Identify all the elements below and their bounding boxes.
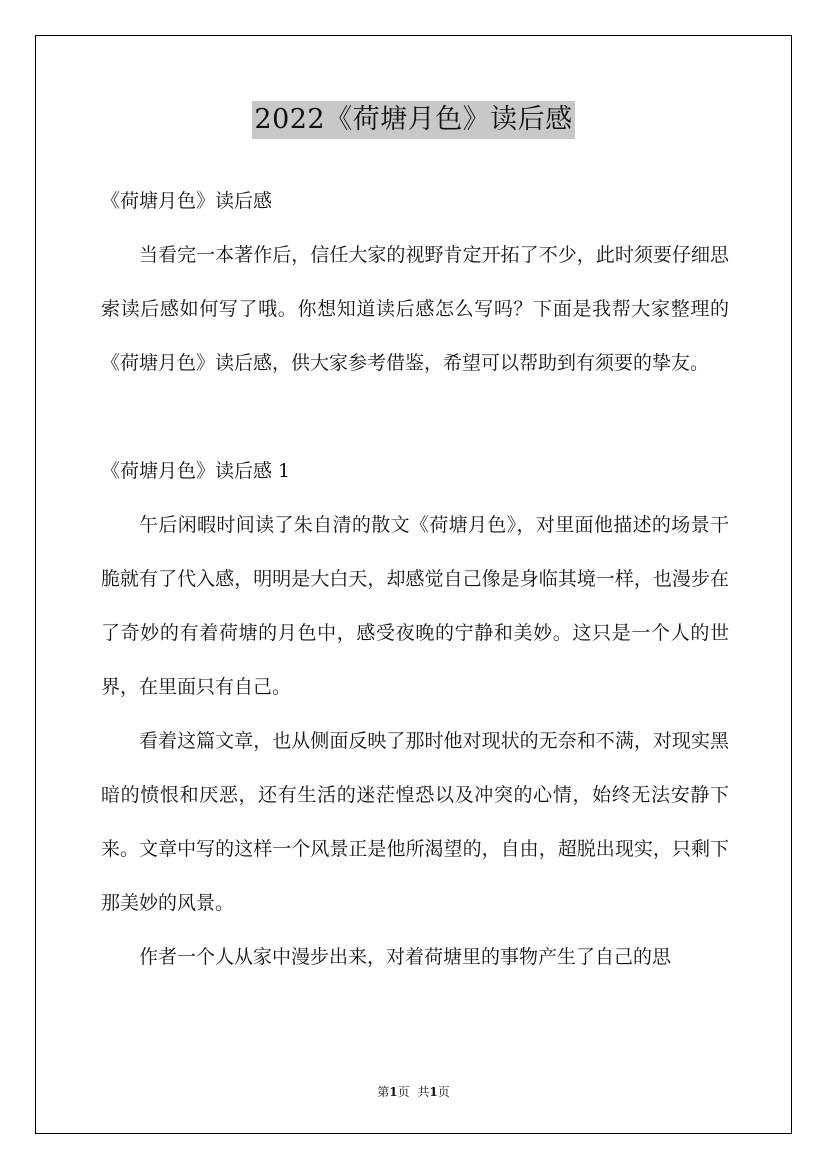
- intro-heading: 《荷塘月色》读后感: [101, 190, 273, 212]
- body-paragraph-1: 午后闲暇时间读了朱自清的散文《荷塘月色》，对里面他描述的场景干脆就有了代入感，明明是大白天，却感觉自己像是身临其境一样，也漫步在了奇妙的有着荷塘的月色中，感受夜晚的宁静和美妙。这只是一个人的世界，在里面只有自己。: [101, 514, 729, 698]
- page-label-prefix: 第: [377, 1085, 390, 1099]
- body-paragraph-3: 作者一个人从家中漫步出来，对着荷塘里的事物产生了自己的思: [139, 946, 672, 968]
- page-label-suffix: 页: [397, 1085, 410, 1099]
- section-spacer: [101, 390, 729, 444]
- total-pages: 1: [429, 1085, 438, 1099]
- page-footer: [0, 1082, 827, 1102]
- body-paragraph-2: 看着这篇文章，也从侧面反映了那时他对现状的无奈和不满，对现实黑暗的愤恨和厌恶，还有生活的迷茫惶恐以及冲突的心情，始终无法安静下来。文章中写的这样一个风景正是他所渴望的，自由，超脱出现实，只剩下那美妙的风景。: [101, 730, 729, 914]
- section-heading: 《荷塘月色》读后感 1: [101, 460, 291, 482]
- title-container: [0, 101, 827, 139]
- total-label-suffix: 页: [437, 1085, 450, 1099]
- document-body: [101, 174, 729, 984]
- document-title: 2022《荷塘月色》读后感: [252, 101, 574, 139]
- page-number: 1: [389, 1085, 398, 1099]
- intro-paragraph: 当看完一本著作后，信任大家的视野肯定开拓了不少，此时须要仔细思索读后感如何写了哦。你想知道读后感怎么写吗？下面是我帮大家整理的《荷塘月色》读后感，供大家参考借鉴，希望可以帮助到有须要的挚友。: [101, 244, 729, 374]
- total-label-prefix: 共: [417, 1085, 430, 1099]
